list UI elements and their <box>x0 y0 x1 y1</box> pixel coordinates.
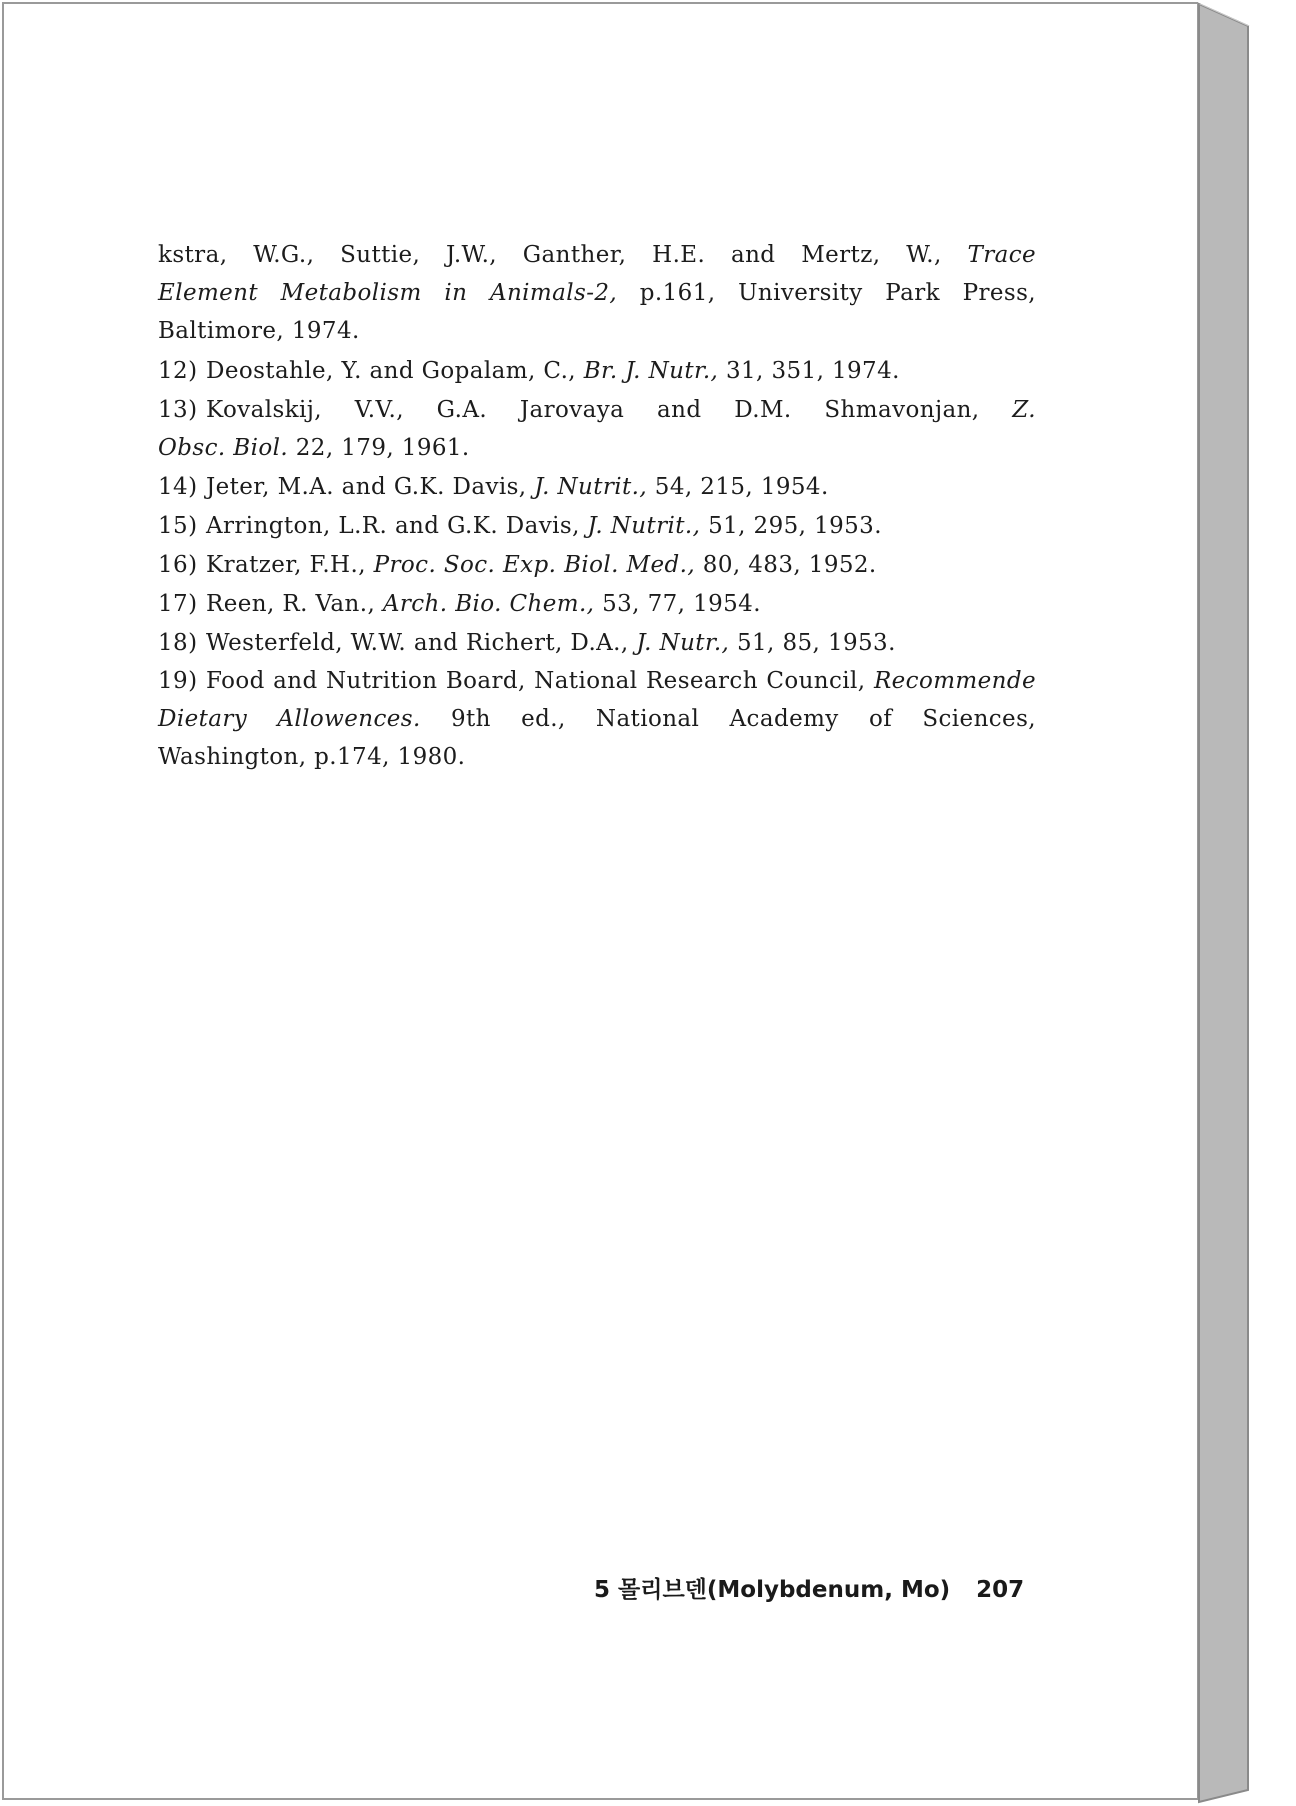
reference-15: 15) Arrington, L.R. and G.K. Davis, J. Nutrit., 51, 295, 1953. <box>158 507 882 545</box>
reference-number: 12) <box>158 358 198 384</box>
reference-19-line-1: 19) Food and Nutrition Board, National Research Council, Recommende <box>158 662 1036 700</box>
reference-19-line-3: Washington, p.174, 1980. <box>158 744 466 770</box>
reference-19-line-2: Dietary Allowences. 9th ed., National Academy of Sciences, <box>158 706 1036 732</box>
reference-number: 13) <box>158 397 198 423</box>
reference-number: 14) <box>158 474 198 500</box>
reference-number: 16) <box>158 552 198 578</box>
reference-number: 18) <box>158 630 198 656</box>
reference-11-line-3: Baltimore, 1974. <box>158 318 360 344</box>
reference-14: 14) Jeter, M.A. and G.K. Davis, J. Nutrit., 54, 215, 1954. <box>158 468 829 506</box>
chapter-title: 5 몰리브덴(Molybdenum, Mo) <box>594 1577 951 1603</box>
reference-12: 12) Deostahle, Y. and Gopalam, C., Br. J. Nutr., 31, 351, 1974. <box>158 352 900 390</box>
reference-number: 19) <box>158 668 198 694</box>
reference-16: 16) Kratzer, F.H., Proc. Soc. Exp. Biol. Med., 80, 483, 1952. <box>158 546 877 584</box>
reference-17: 17) Reen, R. Van., Arch. Bio. Chem., 53, 77, 1954. <box>158 585 761 623</box>
reference-number: 17) <box>158 591 198 617</box>
reference-11-line-2: Element Metabolism in Animals-2, p.161, University Park Press, <box>158 280 1037 306</box>
reference-13-line-1: 13) Kovalskij, V.V., G.A. Jarovaya and D.M. Shmavonjan, Z. <box>158 391 1036 429</box>
running-footer <box>594 1571 1024 1604</box>
reference-13-line-2: Obsc. Biol. 22, 179, 1961. <box>158 435 470 461</box>
reference-18: 18) Westerfeld, W.W. and Richert, D.A., J. Nutr., 51, 85, 1953. <box>158 624 896 662</box>
reference-number: 15) <box>158 513 198 539</box>
reference-11-line-1: kstra, W.G., Suttie, J.W., Ganther, H.E. and Mertz, W., Trace <box>158 242 1036 268</box>
page-number: 207 <box>976 1577 1025 1603</box>
